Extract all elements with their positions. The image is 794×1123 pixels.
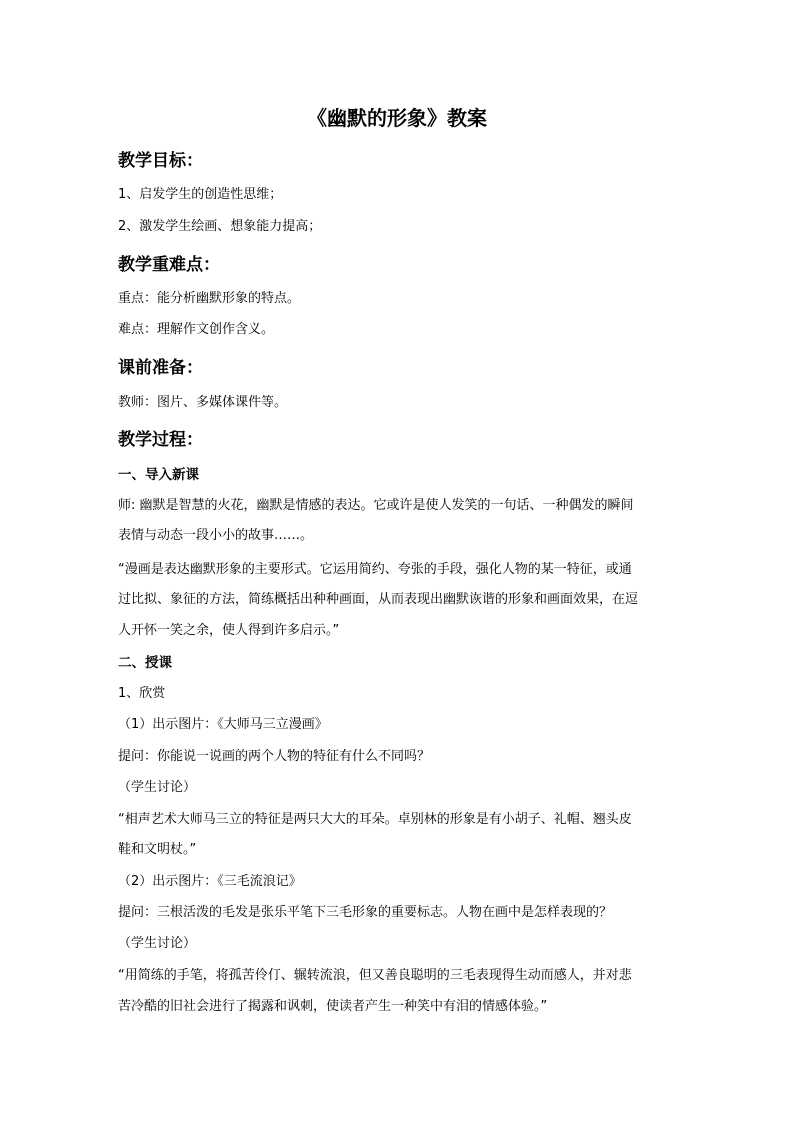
list-item: （2）出示图片：《三毛流浪记》 [118,874,302,889]
intro-paragraph-line: 表情与动态一段小小的故事……。 [118,528,314,543]
quote-paragraph-line: “用简练的手笔，将孤苦伶仃、辗转流浪，但又善良聪明的三毛表现得生动而感人，并对悲 [118,968,632,983]
quote-paragraph-line: “漫画是表达幽默形象的主要形式。它运用简约、夸张的手段，强化人物的某一特征，或通 [118,562,632,577]
sub-heading-appreciation: 1、欣赏 [118,686,166,701]
section-intro-heading: 一、导入新课 [118,467,199,483]
key-point-text: 重点：能分析幽默形象的特点。 [118,291,301,306]
goal-item-1: 1、启发学生的创造性思维； [118,187,283,202]
difficult-point-text: 难点：理解作文创作含义。 [118,322,275,337]
discussion-note: （学生讨论） [118,936,197,951]
list-item: （1）出示图片：《大师马三立漫画》 [118,717,328,732]
preparation-teacher: 教师：图片、多媒体课件等。 [118,395,288,410]
quote-paragraph-line: “相声艺术大师马三立的特征是两只大大的耳朵。卓别林的形象是有小胡子、礼帽、翘头皮 [118,812,632,827]
goals-heading: 教学目标： [118,151,203,171]
process-heading: 教学过程： [118,430,203,450]
quote-paragraph-line: 鞋和文明杖。” [118,842,197,857]
discussion-note: （学生讨论） [118,780,197,795]
goal-item-2: 2、激发学生绘画、想象能力提高； [118,219,322,234]
quote-paragraph-line: 人开怀一笑之余，使人得到许多启示。” [118,623,340,638]
question-text: 提问：你能说一说画的两个人物的特征有什么不同吗？ [118,749,431,764]
quote-paragraph-line: 过比拟、象征的方法，简练概括出种种画面，从而表现出幽默诙谐的形象和画面效果，在逗 [118,592,639,607]
section-teaching-heading: 二、授课 [118,655,172,671]
preparation-heading: 课前准备： [118,358,203,378]
key-points-heading: 教学重难点： [118,255,220,275]
question-text: 提问：三根活泼的毛发是张乐平笔下三毛形象的重要标志。人物在画中是怎样表现的？ [118,905,613,920]
page-title: 《幽默的形象》教案 [307,106,487,130]
intro-paragraph-line: 师: 幽默是智慧的火花，幽默是情感的表达。它或许是使人发笑的一句话、一种偶发的瞬间 [118,498,634,513]
quote-paragraph-line: 苦冷酷的旧社会进行了揭露和讽刺，使读者产生一种笑中有泪的情感体验。” [118,999,548,1014]
